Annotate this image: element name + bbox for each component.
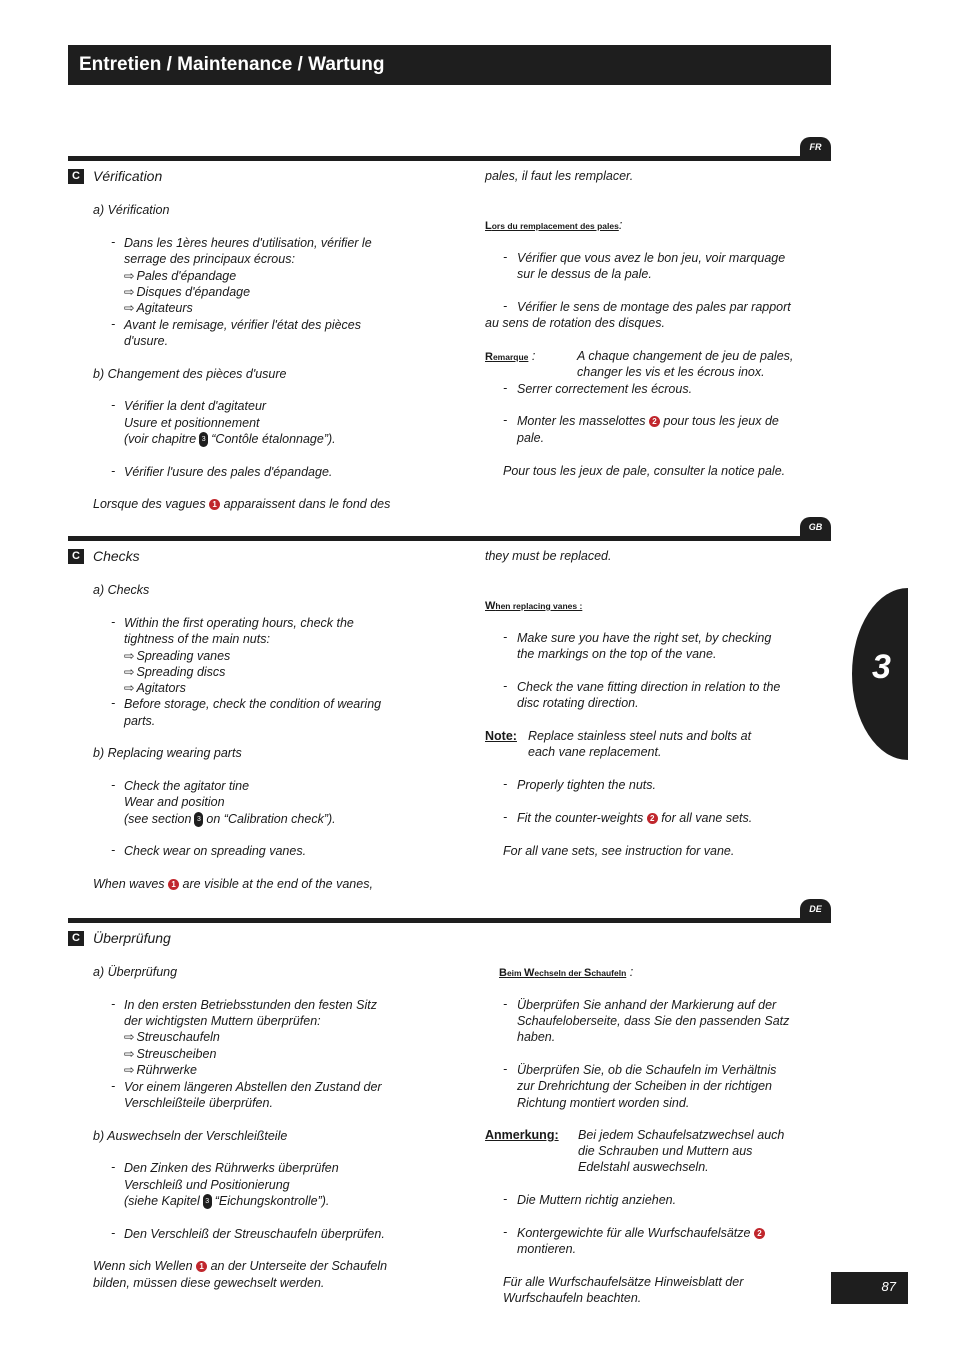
text-line: Avant le remisage, vérifier l'état des pièces (124, 318, 361, 332)
text-line: Wenn sich Wellen 1 an der Unterseite der Schaufeln (93, 1259, 388, 1273)
bullet-dash: - (503, 810, 508, 824)
list-item: ⇨ Disques d'épandage (124, 285, 251, 299)
replace-heading: Beim Wechseln der Schaufeln : (499, 965, 634, 979)
list-item: ⇨ Streuscheiben (124, 1047, 217, 1061)
replace-heading: Lors du remplacement des pales: (485, 218, 623, 232)
note-label: Remarque : (485, 349, 536, 363)
text-line: Lorsque des vagues 1 apparaissent dans le fond des (93, 497, 391, 511)
bullet-dash: - (111, 778, 116, 792)
text-line: serrage des principaux écrous: (124, 252, 295, 266)
subsection-b-title: b) Changement des pièces d'usure (93, 367, 287, 381)
subsection-a-title: a) Vérification (93, 203, 170, 217)
bullet-dash: - (111, 317, 116, 331)
list-item: ⇨ Pales d'épandage (124, 269, 237, 283)
text-line: Verschleiß und Positionierung (124, 1178, 290, 1192)
text-line: Vérifier la dent d'agitateur (124, 399, 267, 413)
arrow-icon: ⇨ (124, 301, 135, 315)
list-item: ⇨ Spreading vanes (124, 649, 231, 663)
arrow-icon: ⇨ (124, 681, 135, 695)
text-line: they must be replaced. (485, 549, 612, 563)
list-item: ⇨ Spreading discs (124, 665, 226, 679)
bullet-dash: - (503, 1192, 508, 1206)
bullet-dash: - (111, 615, 116, 629)
text-line: Bei jedem Schaufelsatzwechsel auch (578, 1128, 785, 1142)
chapter-ref-icon: 3 (199, 432, 208, 447)
arrow-icon: ⇨ (124, 665, 135, 679)
text-line: Properly tighten the nuts. (517, 778, 656, 792)
bullet-dash: - (503, 250, 508, 264)
text-line: d'usure. (124, 334, 169, 348)
text-line: Make sure you have the right set, by checking (517, 631, 772, 645)
list-item: ⇨ Rührwerke (124, 1063, 197, 1077)
note-label: Anmerkung: (485, 1128, 559, 1142)
lang-tab-fr: FR (800, 137, 831, 157)
section-rule-de (68, 918, 831, 923)
arrow-icon: ⇨ (124, 1030, 135, 1044)
bullet-dash: - (111, 1079, 116, 1093)
bullet-dash: - (503, 381, 508, 395)
section-rule-gb (68, 536, 831, 541)
text-line: pale. (517, 431, 545, 445)
text-line: Before storage, check the condition of wearing (124, 697, 382, 711)
subsection-b-title: b) Replacing wearing parts (93, 746, 242, 760)
lang-tab-gb: GB (800, 517, 831, 537)
text-line: (siehe Kapitel 3 “Eichungskontrolle”). (124, 1194, 330, 1208)
text-line: bilden, müssen diese gewechselt werden. (93, 1276, 325, 1290)
text-line: Fit the counter-weights 2 for all vane sets. (517, 811, 753, 825)
text-line: For all vane sets, see instruction for vane. (503, 844, 735, 858)
arrow-icon: ⇨ (124, 649, 135, 663)
text-line: Within the first operating hours, check the (124, 616, 354, 630)
text-line: Vor einem längeren Abstellen den Zustand der (124, 1080, 382, 1094)
text-line: (see section 3 on “Calibration check”). (124, 812, 336, 826)
text-line: tightness of the main nuts: (124, 632, 270, 646)
bullet-dash: - (111, 696, 116, 710)
bullet-dash: - (503, 679, 508, 693)
section-rule-fr (68, 156, 831, 161)
text-line: In den ersten Betriebsstunden den festen Sitz (124, 998, 377, 1012)
text-line: disc rotating direction. (517, 696, 639, 710)
text-line: the markings on the top of the vane. (517, 647, 717, 661)
text-line: haben. (517, 1030, 556, 1044)
text-line: Pour tous les jeux de pale, consulter la notice pale. (503, 464, 786, 478)
section-letter: C (68, 549, 84, 564)
number-badge-icon: 1 (168, 879, 179, 890)
list-item: ⇨ Agitators (124, 681, 186, 695)
text-line: Vérifier l'usure des pales d'épandage. (124, 465, 333, 479)
text-line: sur le dessus de la pale. (517, 267, 652, 281)
text-line: au sens de rotation des disques. (485, 316, 665, 330)
text-line: zur Drehrichtung der Scheiben in der richtigen (517, 1079, 772, 1093)
text-line: Check the vane fitting direction in relation to the (517, 680, 781, 694)
text-line: Überprüfen Sie, ob die Schaufeln im Verhältnis (517, 1063, 777, 1077)
text-line: (voir chapitre 3 “Contôle étalonnage”). (124, 432, 336, 446)
chapter-ref-icon: 3 (203, 1194, 212, 1209)
bullet-dash: - (503, 1062, 508, 1076)
lang-tab-de: DE (800, 899, 831, 919)
text-line: Überprüfen Sie anhand der Markierung auf der (517, 998, 777, 1012)
page-number: 87 (831, 1272, 908, 1304)
section-letter: C (68, 931, 84, 946)
text-line: Usure et positionnement (124, 416, 260, 430)
text-line: Richtung montiert worden sind. (517, 1096, 690, 1110)
text-line: Schaufeloberseite, dass Sie den passenden Satz (517, 1014, 790, 1028)
text-line: Wurfschaufeln beachten. (503, 1291, 642, 1305)
chapter-tab-number: 3 (872, 648, 891, 686)
bullet-dash: - (111, 1226, 116, 1240)
number-badge-icon: 1 (209, 499, 220, 510)
section-letter: C (68, 169, 84, 184)
text-line: Den Zinken des Rührwerks überprüfen (124, 1161, 339, 1175)
arrow-icon: ⇨ (124, 269, 135, 283)
note-label: Note: (485, 729, 517, 743)
text-line: Vérifier le sens de montage des pales par rapport (517, 300, 791, 314)
replace-heading: When replacing vanes : (485, 600, 583, 612)
bullet-dash: - (111, 398, 116, 412)
bullet-dash: - (503, 413, 508, 427)
text-line: Wear and position (124, 795, 225, 809)
section-title: Checks (93, 548, 140, 564)
subsection-b-title: b) Auswechseln der Verschleißteile (93, 1129, 288, 1143)
bullet-dash: - (111, 1160, 116, 1174)
text-line: die Schrauben und Muttern aus (578, 1144, 753, 1158)
text-line: pales, il faut les remplacer. (485, 169, 634, 183)
number-badge-icon: 2 (754, 1228, 765, 1239)
chapter-ref-icon: 3 (194, 812, 203, 827)
arrow-icon: ⇨ (124, 1063, 135, 1077)
list-item: ⇨ Agitateurs (124, 301, 193, 315)
text-line: Kontergewichte für alle Wurfschaufelsätze 2 (517, 1225, 765, 1241)
text-line: Check the agitator tine (124, 779, 250, 793)
arrow-icon: ⇨ (124, 285, 135, 299)
text-line: A chaque changement de jeu de pales, (577, 349, 794, 363)
subsection-a-title: a) Checks (93, 583, 150, 597)
text-line: Serrer correctement les écrous. (517, 382, 693, 396)
number-badge-icon: 2 (649, 416, 660, 427)
text-line: changer les vis et les écrous inox. (577, 365, 765, 379)
text-line: Replace stainless steel nuts and bolts at (528, 729, 752, 743)
text-line: Die Muttern richtig anziehen. (517, 1193, 677, 1207)
text-line: Verschleißteile überprüfen. (124, 1096, 273, 1110)
text-line: Vérifier que vous avez le bon jeu, voir marquage (517, 251, 786, 265)
text-line: When waves 1 are visible at the end of the vanes, (93, 877, 373, 891)
bullet-dash: - (503, 777, 508, 791)
bullet-dash: - (111, 997, 116, 1011)
section-title: Vérification (93, 168, 163, 184)
section-title: Überprüfung (93, 930, 171, 946)
text-line: each vane replacement. (528, 745, 662, 759)
subsection-a-title: a) Überprüfung (93, 965, 178, 979)
page-header: Entretien / Maintenance / Wartung (68, 45, 831, 85)
bullet-dash: - (503, 299, 508, 313)
bullet-dash: - (503, 997, 508, 1011)
bullet-dash: - (111, 464, 116, 478)
bullet-dash: - (111, 843, 116, 857)
text-line: Monter les masselottes 2 pour tous les jeux de (517, 414, 779, 428)
number-badge-icon: 1 (196, 1261, 207, 1272)
bullet-dash: - (503, 630, 508, 644)
text-line: der wichtigsten Muttern überprüfen: (124, 1014, 321, 1028)
text-line: Den Verschleiß der Streuschaufeln überprüfen. (124, 1227, 385, 1241)
list-item: ⇨ Streuschaufeln (124, 1030, 220, 1044)
arrow-icon: ⇨ (124, 1047, 135, 1061)
text-line: montieren. (517, 1242, 577, 1256)
text-line: Edelstahl auswechseln. (578, 1160, 709, 1174)
bullet-dash: - (503, 1225, 508, 1239)
number-badge-icon: 2 (647, 813, 658, 824)
bullet-dash: - (111, 235, 116, 249)
text-line: parts. (124, 714, 156, 728)
text-line: Für alle Wurfschaufelsätze Hinweisblatt der (503, 1275, 744, 1289)
text-line: Dans les 1ères heures d'utilisation, vérifier le (124, 236, 372, 250)
text-line: Check wear on spreading vanes. (124, 844, 307, 858)
